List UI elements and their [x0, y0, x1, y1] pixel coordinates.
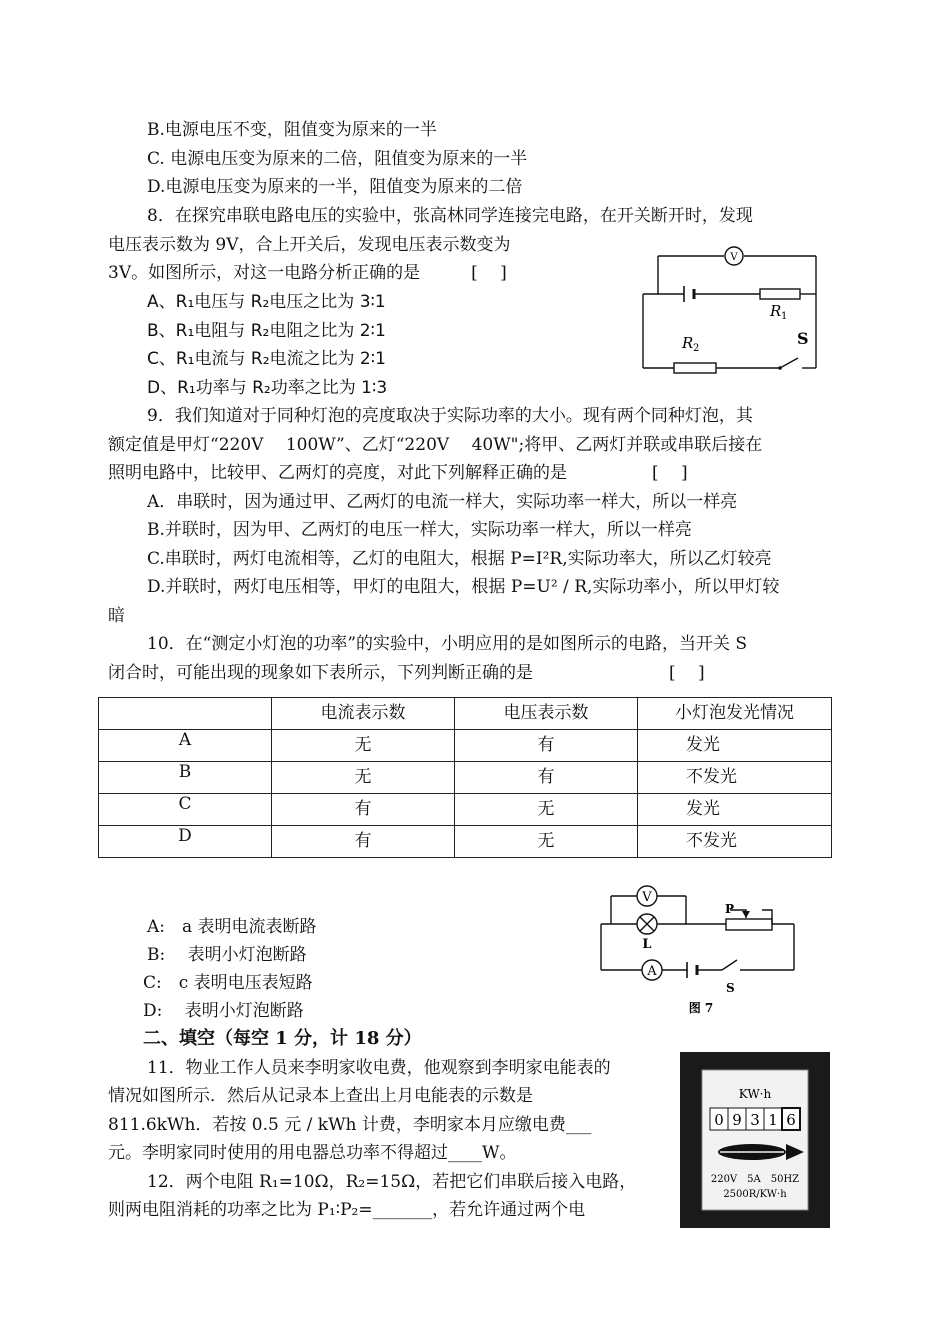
q8-r1-subscript: 1 [781, 311, 788, 322]
meter-digit: 9 [732, 1111, 742, 1129]
q8-r1-label: R [770, 302, 782, 320]
meter-digit: 1 [768, 1111, 778, 1129]
q9-option-a: A．串联时，因为通过甲、乙两灯的电流一样大，实际功率一样大，所以一样亮 [147, 492, 738, 512]
table-cell: 发光 [638, 730, 832, 762]
q11-stem-line2: 情况如图所示．然后从记录本上查出上月电能表的示数是 [108, 1086, 533, 1106]
q8-stem-line1: 8．在探究串联电路电压的实验中，张高林同学连接完电路，在开关断开时，发现 [147, 206, 753, 226]
q10-figure-caption: 图 7 [688, 1001, 714, 1015]
table-cell: 不发光 [638, 826, 832, 858]
q10-circuit-diagram [596, 880, 801, 1020]
q8-option-c: C、R₁电流与 R₂电流之比为 2∶1 [147, 349, 386, 369]
q9-stem-line3: 照明电路中，比较甲、乙两灯的亮度，对此下列解释正确的是 [ ] [108, 463, 688, 483]
q10-table [98, 697, 832, 858]
q10-lamp-label: L [642, 937, 652, 952]
table-row [99, 730, 832, 762]
section-2-heading: 二、填空（每空 1 分，计 18 分） [143, 1028, 422, 1049]
q8-switch-label: S [797, 329, 809, 348]
table-cell: 有 [272, 794, 455, 826]
q9-stem-line1: 9．我们知道对于同种灯泡的亮度取决于实际功率的大小。现有两个同种灯泡，其 [147, 406, 753, 426]
q11-stem-line3: 811.6kWh．若按 0.5 元 / kWh 计费，李明家本月应缴电费___ [108, 1115, 592, 1135]
q9-stem-line2: 额定值是甲灯“220V 100W”、乙灯“220V 40W";将甲、乙两灯并联或串联后接在 [108, 435, 763, 455]
q10-slider-label: P [725, 902, 735, 916]
q10-stem-line1: 10．在“测定小灯泡的功率”的实验中，小明应用的是如图所示的电路，当开关 S [147, 634, 748, 654]
q8-option-a: A、R₁电压与 R₂电压之比为 3∶1 [147, 292, 386, 312]
meter-rotation-arrow-icon [718, 1144, 804, 1160]
table-row [99, 826, 832, 858]
q11-stem-line1: 11．物业工作人员来李明家收电费，他观察到李明家电能表的 [147, 1058, 611, 1078]
q12-stem-line1: 12．两个电阻 R₁=10Ω，R₂=15Ω，若把它们串联后接入电路， [147, 1172, 637, 1192]
q10-ammeter-label: A [647, 964, 657, 979]
q11-electric-meter [680, 1052, 830, 1228]
q8-voltmeter-label: V [730, 252, 738, 263]
meter-digit: 6 [786, 1111, 796, 1129]
q8-option-b: B、R₁电阻与 R₂电阻之比为 2∶1 [147, 321, 386, 341]
table-cell: 无 [455, 826, 638, 858]
q9-option-c: C.串联时，两灯电流相等，乙灯的电阻大，根据 P=I²R,实际功率大，所以乙灯较亮 [147, 549, 772, 569]
q8-stem-line3: 3V。如图所示，对这一电路分析正确的是 [ ] [108, 263, 507, 283]
table-row [99, 794, 832, 826]
q9-option-b: B.并联时，因为甲、乙两灯的电压一样大，实际功率一样大，所以一样亮 [147, 520, 692, 540]
table-cell: C [99, 794, 272, 826]
q8-r2-subscript: 2 [693, 343, 700, 354]
q9-option-d-line2: 暗 [108, 606, 125, 626]
table-cell: 无 [455, 794, 638, 826]
table-header-row [99, 698, 832, 730]
meter-digit: 0 [714, 1111, 724, 1129]
q10-option-a: A: a 表明电流表断路 [147, 917, 317, 937]
q10-switch-label: S [726, 981, 735, 995]
meter-spec: 220V 5A 50HZ [710, 1174, 800, 1185]
table-cell: D [99, 826, 272, 858]
table-cell: 发光 [638, 794, 832, 826]
q10-option-c: C: c 表明电压表短路 [143, 973, 313, 993]
table-cell: 不发光 [638, 762, 832, 794]
q10-voltmeter-label: V [642, 890, 652, 905]
q12-stem-line2: 则两电阻消耗的功率之比为 P₁∶P₂=_______，若允许通过两个电 [108, 1200, 586, 1220]
table-cell: 有 [272, 826, 455, 858]
meter-unit: KW·h [738, 1087, 772, 1101]
meter-face [680, 1052, 830, 1228]
q8-r2-label: R [682, 334, 694, 352]
q10-option-d: D: 表明小灯泡断路 [143, 1001, 304, 1021]
q10-option-b: B: 表明小灯泡断路 [147, 945, 307, 965]
table-row [99, 762, 832, 794]
q7-option-b: B.电源电压不变，阻值变为原来的一半 [147, 120, 437, 140]
table-header-cell [99, 698, 272, 730]
table-cell: B [99, 762, 272, 794]
q9-option-d-line1: D.并联时，两灯电压相等，甲灯的电阻大，根据 P=U² / R,实际功率小，所以甲灯较 [147, 577, 780, 597]
q10-stem-line2: 闭合时，可能出现的现象如下表所示，下列判断正确的是 [ ] [108, 663, 705, 683]
table-header-cell: 小灯泡发光情况 [638, 698, 832, 730]
table-cell: 无 [272, 762, 455, 794]
q8-stem-line2: 电压表示数为 9V，合上开关后，发现电压表示数变为 [108, 235, 511, 255]
table-cell: 有 [455, 730, 638, 762]
q7-option-d: D.电源电压变为原来的一半，阻值变为原来的二倍 [147, 177, 523, 197]
q7-option-c: C. 电源电压变为原来的二倍，阻值变为原来的一半 [147, 149, 528, 169]
table-cell: 无 [272, 730, 455, 762]
table-header-cell: 电压表示数 [455, 698, 638, 730]
q8-option-d: D、R₁功率与 R₂功率之比为 1∶3 [147, 378, 388, 398]
table-cell: A [99, 730, 272, 762]
table-header-cell: 电流表示数 [272, 698, 455, 730]
meter-digit: 3 [750, 1111, 760, 1129]
q11-stem-line4: 元。李明家同时使用的用电器总功率不得超过____W。 [108, 1143, 517, 1163]
table-cell: 有 [455, 762, 638, 794]
meter-rate: 2500R/KW·h [723, 1189, 787, 1200]
q8-circuit-diagram [638, 238, 823, 378]
